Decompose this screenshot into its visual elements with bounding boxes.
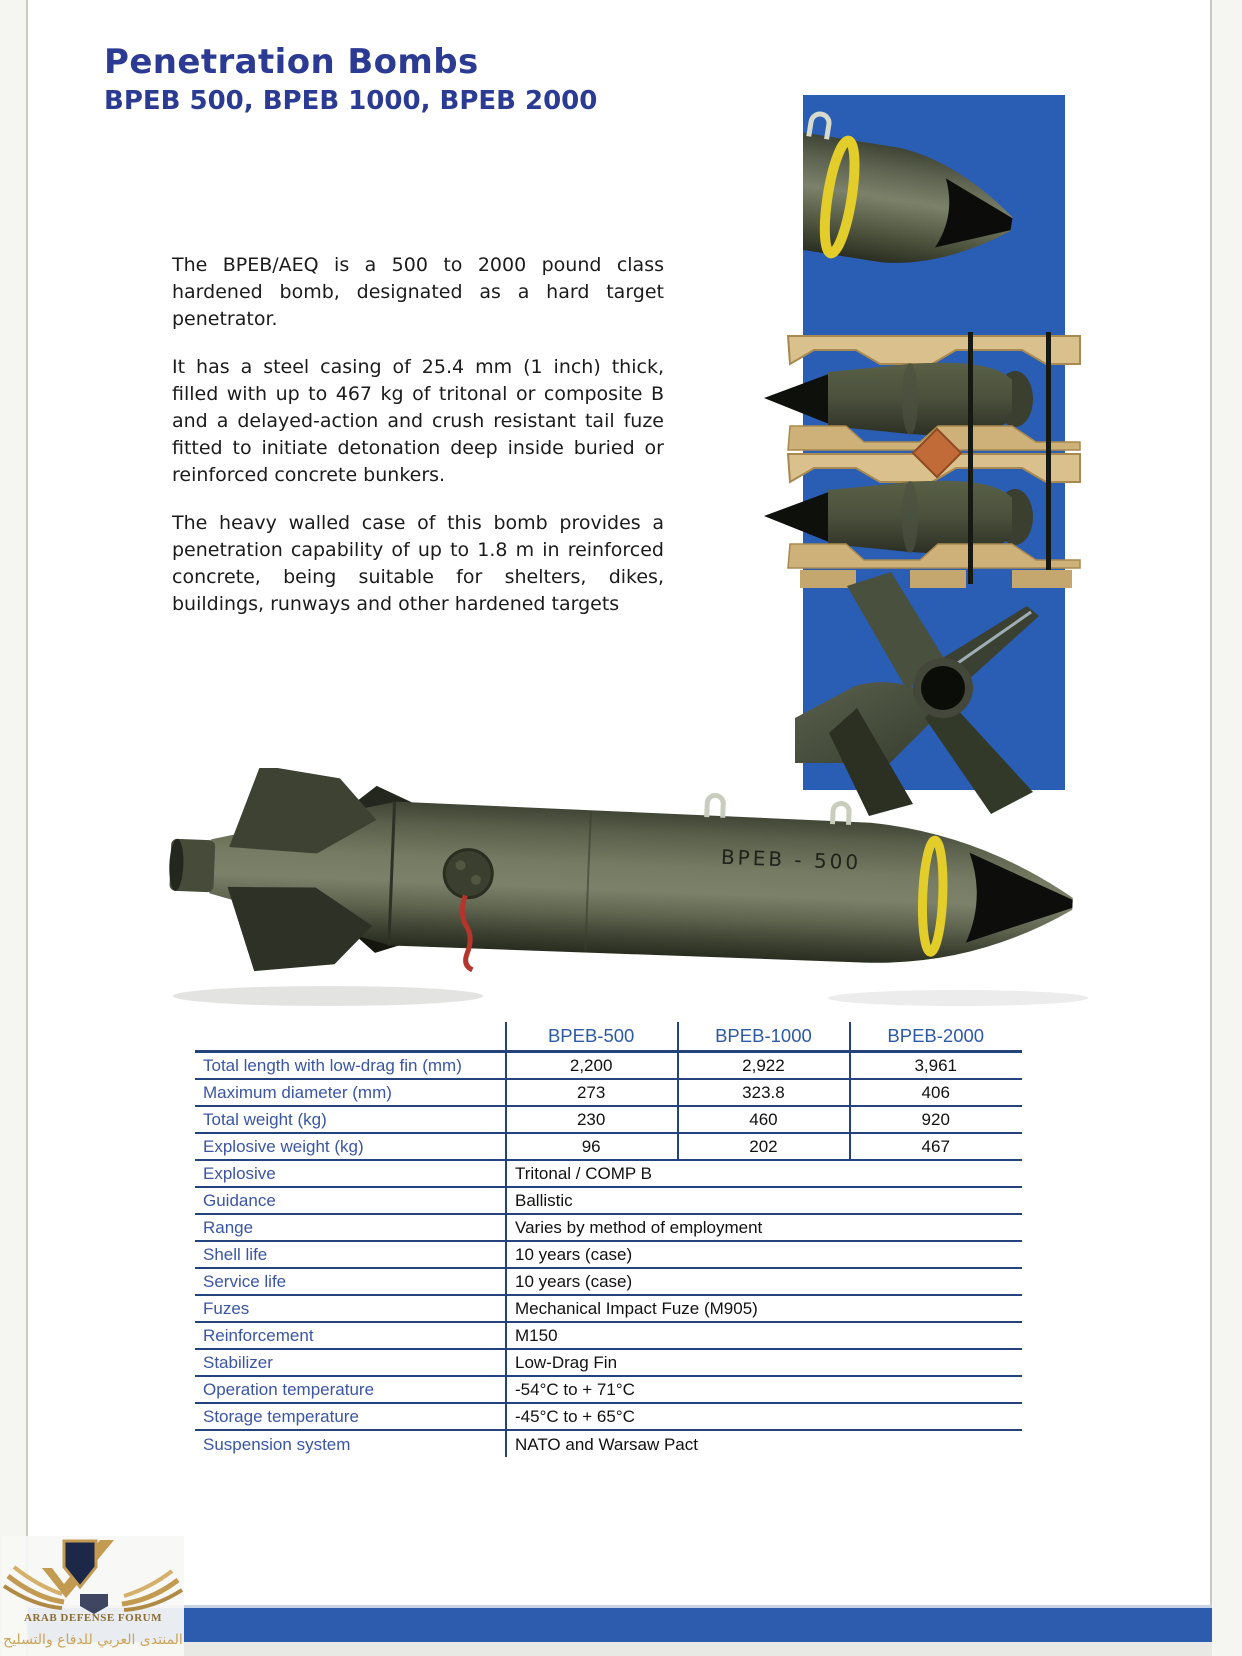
row-value: -54°C to + 71°C — [515, 1379, 635, 1399]
row-label: Total weight (kg) — [203, 1109, 327, 1129]
column-header-bpeb2000: BPEB-2000 — [887, 1025, 985, 1046]
row-label: Suspension system — [203, 1434, 351, 1454]
row-label: Stabilizer — [203, 1352, 273, 1372]
bomb-side-photo — [168, 768, 1103, 1008]
row-label: Operation temperature — [203, 1379, 375, 1399]
row-value: M150 — [515, 1325, 558, 1345]
table-row — [195, 1242, 1022, 1269]
intro-paragraph: The BPEB/AEQ is a 500 to 2000 pound class hardened bomb, designated as a hard target penetrator. — [172, 254, 664, 330]
row-value: 273 — [576, 1082, 606, 1102]
row-value: 467 — [921, 1136, 950, 1156]
table-row — [195, 1350, 1022, 1377]
row-label: Explosive — [203, 1163, 276, 1183]
row-label: Range — [203, 1217, 254, 1237]
intro-paragraph: The heavy walled case of this bomb provides a penetration capability of up to 1.8 m in reinforced concrete, being suitable for shelters, dikes, buildings, runways and other hardened targets — [172, 512, 664, 615]
row-value: Ballistic — [515, 1190, 573, 1210]
row-value: 2,200 — [569, 1055, 613, 1075]
row-value: 10 years (case) — [515, 1271, 633, 1291]
table-row — [195, 1269, 1022, 1296]
row-label: Explosive weight (kg) — [203, 1136, 364, 1156]
row-value: -45°C to + 65°C — [515, 1406, 635, 1426]
bomb-nose-illustration — [803, 95, 1065, 347]
intro-paragraph: It has a steel casing of 25.4 mm (1 inch) thick, filled with up to 467 kg of tritonal or composite B and a delayed-action and crush resistant tail fuze fitted to initiate detonation deep inside buried or reinforced concrete bunkers. — [172, 356, 664, 486]
table-row — [195, 1431, 1022, 1458]
table-row — [195, 1080, 1022, 1107]
row-value: 460 — [749, 1109, 778, 1129]
column-header-bpeb1000: BPEB-1000 — [715, 1025, 812, 1046]
row-value: 2,922 — [742, 1055, 785, 1075]
row-label: Storage temperature — [203, 1406, 359, 1426]
row-value: 230 — [576, 1109, 606, 1129]
table-row — [195, 1404, 1022, 1431]
footer-bar — [28, 1605, 1212, 1642]
bomb-nose-photo — [803, 95, 1065, 347]
row-value: NATO and Warsaw Pact — [515, 1434, 698, 1454]
pallet-illustration — [760, 330, 1105, 590]
table-row — [195, 1323, 1022, 1350]
table-divider — [849, 1022, 851, 1161]
row-value: 202 — [749, 1136, 778, 1156]
page-title: Penetration Bombs — [104, 42, 479, 82]
row-label: Guidance — [203, 1190, 276, 1210]
watermark-name-ar: المنتدى العربي للدفاع والتسليح — [3, 1632, 183, 1648]
row-value: 3,961 — [914, 1055, 958, 1075]
watermark-name-en: ARAB DEFENSE FORUM — [24, 1612, 162, 1624]
spec-table — [195, 1022, 1022, 1458]
row-label: Reinforcement — [203, 1325, 314, 1345]
table-divider — [677, 1022, 679, 1161]
row-label: Shell life — [203, 1244, 268, 1264]
row-value: Varies by method of employment — [515, 1217, 763, 1237]
winged-shield-icon — [2, 1536, 184, 1614]
watermark-logo — [2, 1536, 184, 1656]
table-row — [195, 1296, 1022, 1323]
row-value: 406 — [921, 1082, 950, 1102]
row-value: Mechanical Impact Fuze (M905) — [515, 1298, 758, 1318]
row-value: Low-Drag Fin — [515, 1352, 618, 1372]
table-row — [195, 1053, 1022, 1080]
bomb-side-illustration — [168, 768, 1103, 1008]
row-label: Service life — [203, 1271, 287, 1291]
page-subtitle: BPEB 500, BPEB 1000, BPEB 2000 — [104, 86, 598, 116]
row-value: 920 — [921, 1109, 950, 1129]
row-label: Total length with low-drag fin (mm) — [203, 1055, 462, 1075]
row-label: Maximum diameter (mm) — [203, 1082, 392, 1102]
table-row — [195, 1107, 1022, 1134]
table-row — [195, 1377, 1022, 1404]
spec-table-header — [195, 1022, 1022, 1053]
palletized-bombs-photo — [760, 330, 1105, 590]
table-row — [195, 1188, 1022, 1215]
footer-margin — [28, 1642, 1212, 1656]
table-divider — [505, 1022, 507, 1457]
table-row — [195, 1215, 1022, 1242]
column-header-bpeb500: BPEB-500 — [547, 1025, 635, 1046]
table-row — [195, 1161, 1022, 1188]
row-value: 96 — [581, 1136, 601, 1156]
row-value: Tritonal / COMP B — [515, 1163, 652, 1183]
row-label: Fuzes — [203, 1298, 250, 1318]
bomb-stencil-text: BPEB - 500 — [720, 844, 862, 875]
row-value: 10 years (case) — [515, 1244, 633, 1264]
row-value: 323.8 — [742, 1082, 785, 1102]
table-row — [195, 1134, 1022, 1161]
intro-text — [172, 252, 664, 639]
